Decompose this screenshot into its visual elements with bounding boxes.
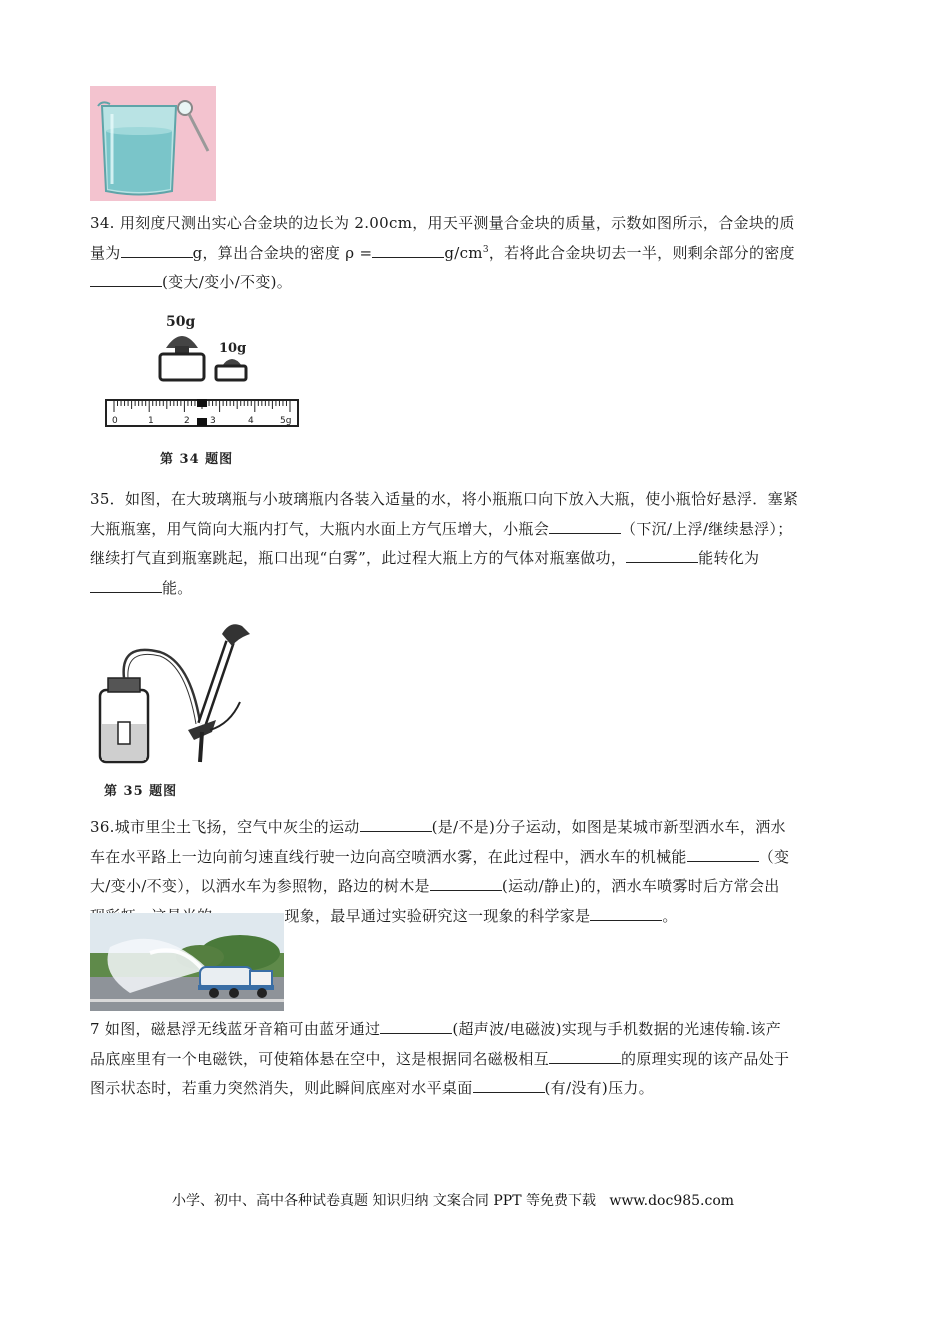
figure-35-caption: 第 35 题图	[104, 784, 178, 799]
q37-text: 的原理实现的该产品处于	[621, 1049, 790, 1068]
bottle-pump-figure	[90, 612, 255, 802]
q35-line-4	[90, 574, 870, 604]
q36-text: 36.城市里尘土飞扬，空气中灰尘的运动	[90, 818, 360, 836]
footer-text: 小学、初中、高中各种试卷真题 知识归纳 文案合同 PPT 等免费下载	[172, 1193, 596, 1209]
q35-text: 能转化为	[698, 549, 760, 567]
q36-line-1	[90, 813, 870, 843]
q34-line-2	[90, 239, 870, 269]
q37-line-1	[90, 1015, 870, 1045]
q36-text: (运动/静止)的，洒水车喷雾时后方常会出	[501, 877, 780, 895]
answer-blank-molecular-motion[interactable]	[360, 815, 432, 832]
scale-label-2: 2	[184, 416, 190, 426]
q34-unit: g/cm	[444, 243, 483, 262]
q37-text: 品底座里有一个电磁铁，可使箱体悬在空中，这是根据同名磁极相互	[90, 1049, 550, 1068]
answer-blank-mechanical-energy[interactable]	[687, 845, 759, 862]
answer-blank-density-change[interactable]	[90, 270, 162, 287]
q37-text: 7 如图，磁悬浮无线蓝牙音箱可由蓝牙通过	[90, 1020, 381, 1038]
page-footer	[172, 1190, 734, 1210]
q34-text: 量为	[90, 243, 121, 262]
q37-line-2	[90, 1045, 870, 1075]
q36-text: 大/变小/不变），以洒水车为参照物，路边的树木是	[90, 877, 430, 895]
q34-text: g，算出合金块的密度 ρ =	[192, 243, 373, 262]
question-35	[90, 485, 870, 603]
answer-blank-small-bottle[interactable]	[549, 517, 621, 534]
answer-blank-scientist[interactable]	[590, 904, 662, 921]
answer-blank-energy-to[interactable]	[90, 576, 162, 593]
answer-blank-magnetic-interaction[interactable]	[549, 1047, 621, 1064]
balance-figure	[100, 306, 305, 471]
scale-label-5: 5g	[280, 416, 292, 426]
weight-50g-label: 50g	[166, 314, 196, 330]
q36-text: （变	[758, 847, 790, 866]
sprinkler-truck-photo	[90, 913, 284, 1011]
beaker-figure	[90, 86, 216, 201]
q37-line-3	[90, 1074, 870, 1104]
sprinkler-truck-illustration	[90, 913, 284, 1011]
answer-blank-energy-from[interactable]	[626, 546, 698, 563]
q35-text: （下沉/上浮/继续悬浮）；	[621, 519, 793, 538]
q35-text: 大瓶瓶塞，用气筒向大瓶内打气，大瓶内水面上方气压增大，小瓶会	[90, 519, 550, 538]
answer-blank-pressure[interactable]	[473, 1076, 545, 1093]
q36-line-2	[90, 843, 870, 873]
q34-line-3	[90, 268, 870, 298]
answer-blank-mass[interactable]	[121, 241, 193, 258]
q34-line-1: 34. 用刻度尺测出实心合金块的边长为 2.00cm，用天平测量合金块的质量，示数如图所示，合金块的质	[90, 214, 795, 232]
scale-label-1: 1	[148, 416, 154, 426]
scale-label-4: 4	[248, 416, 254, 426]
bottle-pump-illustration	[90, 612, 255, 772]
q36-text: 车在水平路上一边向前匀速直线行驶一边向高空喷洒水雾，在此过程中，洒水车的机械能	[90, 847, 687, 866]
q35-text: 能。	[162, 578, 193, 597]
q37-text: 图示状态时，若重力突然消失，则此瞬间底座对水平桌面	[90, 1079, 473, 1097]
q37-text: (超声波/电磁波)实现与手机数据的光速传输.该产	[452, 1020, 782, 1038]
answer-blank-reference-frame[interactable]	[430, 874, 502, 891]
question-34	[90, 209, 870, 298]
weights-and-scale-illustration	[100, 306, 305, 441]
answer-blank-density[interactable]	[372, 241, 444, 258]
q34-text: (变大/变小/不变)。	[162, 273, 293, 291]
q35-line-1: 35．如图，在大玻璃瓶与小玻璃瓶内各装入适量的水，将小瓶瓶口向下放入大瓶，使小瓶恰好悬浮．塞紧	[90, 490, 799, 508]
weight-10g-label: 10g	[219, 341, 247, 356]
footer-url[interactable]: www.doc985.com	[609, 1193, 735, 1209]
q36-text: 现象，最早通过实验研究这一现象的科学家是	[284, 906, 591, 925]
q34-unit-exponent: 3	[482, 244, 489, 255]
scale-label-3: 3	[210, 416, 216, 426]
beaker-illustration	[90, 86, 216, 201]
q35-text: 继续打气直到瓶塞跳起，瓶口出现“白雾”，此过程大瓶上方的气体对瓶塞做功，	[90, 549, 627, 567]
q35-line-3	[90, 544, 870, 574]
q35-line-2	[90, 515, 870, 545]
answer-blank-wave-type[interactable]	[380, 1017, 452, 1034]
q34-text: ，若将此合金块切去一半，则剩余部分的密度	[488, 243, 795, 262]
scale-label-0: 0	[112, 416, 118, 426]
q36-line-3	[90, 872, 870, 902]
figure-34-caption: 第 34 题图	[160, 452, 234, 467]
q36-text: 。	[662, 906, 678, 925]
q36-text: (是/不是)分子运动，如图是某城市新型洒水车，洒水	[431, 818, 786, 836]
question-37	[90, 1015, 870, 1104]
q37-text: (有/没有)压力。	[544, 1079, 654, 1097]
